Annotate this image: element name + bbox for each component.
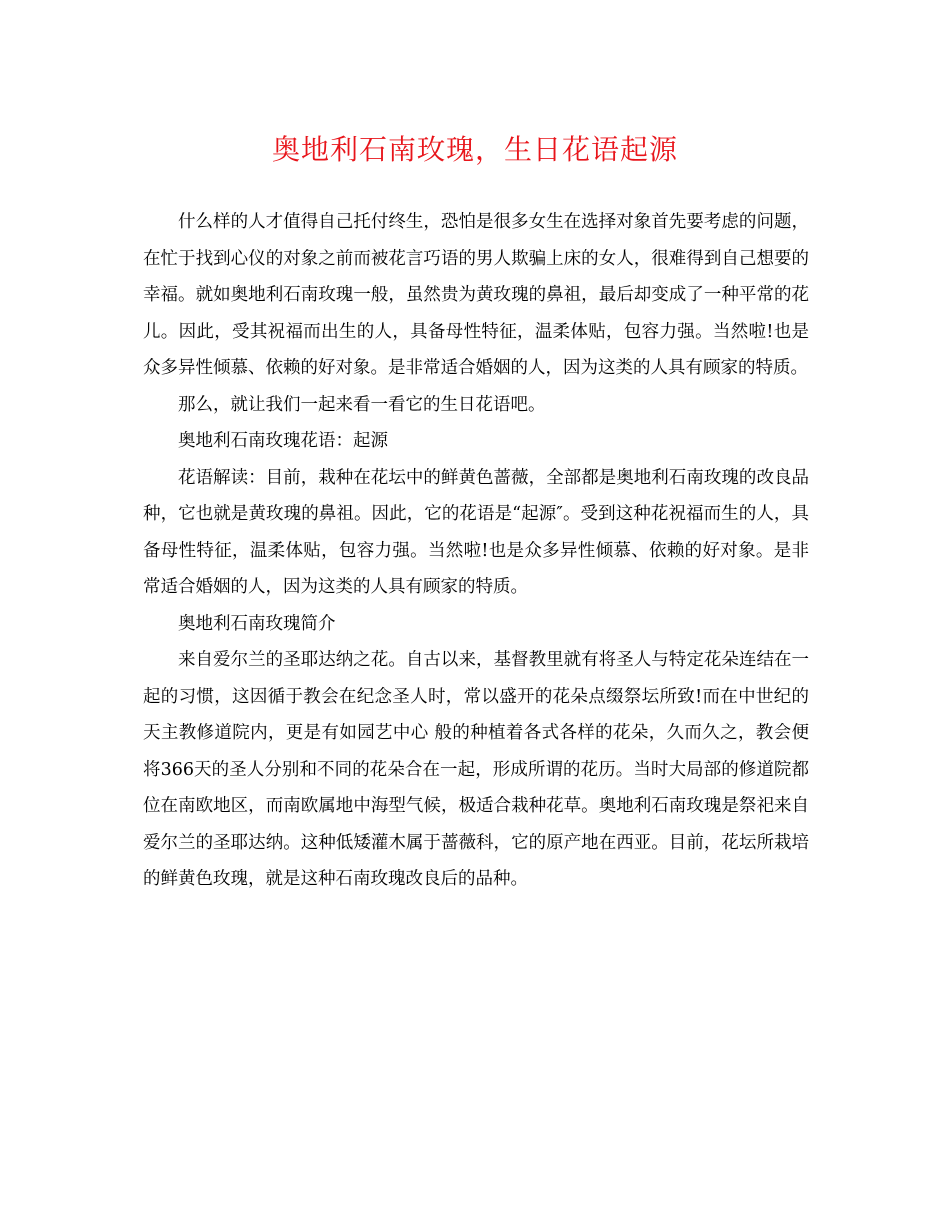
document-title: 奥地利石南玫瑰，生日花语起源	[271, 133, 678, 166]
paragraph-introduction-heading: 奥地利石南玫瑰简介	[178, 613, 336, 634]
paragraph-introduction-body: 来自爱尔兰的圣耶达纳之花。自古以来，基督教里就有将圣人与特定花朵连结在一起的习惯，这因循于教会在纪念圣人时，常以盛开的花朵点缀祭坛所致!而在中世纪的天主教修道院内，更是有如园艺中心 般的种植着各式各样的花朵，久而久之，教会便将366天的圣人分别和不同的花朵合在一起，形成所谓的花历。当时大局部的修道院都位在南欧地区，而南欧属地中海型气候，极适合栽种花草。奥地利石南玫瑰是祭祀来自爱尔兰的圣耶达纳。这种低矮灌木属于蔷薇科，它的原产地在西亚。目前，花坛所栽培的鲜黄色玫瑰，就是这种石南玫瑰改良后的品种。	[143, 650, 809, 889]
document-body	[143, 204, 809, 898]
paragraph-intro: 什么样的人才值得自己托付终生，恐怕是很多女生在选择对象首先要考虑的问题，在忙于找到心仪的对象之前而被花言巧语的男人欺骗上床的女人，很难得到自己想要的幸福。就如奥地利石南玫瑰一般，虽然贵为黄玫瑰的鼻祖，最后却变成了一种平常的花儿。因此，受其祝福而出生的人，具备母性特征，温柔体贴，包容力强。当然啦!也是众多异性倾慕、依赖的好对象。是非常适合婚姻的人，因为这类的人具有顾家的特质。	[143, 212, 809, 378]
paragraph-flower-language-heading: 奥地利石南玫瑰花语：起源	[178, 431, 388, 451]
paragraph-transition: 那么，就让我们一起来看一看它的生日花语吧。	[178, 394, 546, 415]
paragraph-flower-language-explanation: 花语解读：目前，栽种在花坛中的鲜黄色蔷薇，全部都是奥地利石南玫瑰的改良品种，它也就是黄玫瑰的鼻祖。因此，它的花语是“起源″。受到这种花祝福而生的人，具备母性特征，温柔体贴，包容力强。当然啦!也是众多异性倾慕、依赖的好对象。是非常适合婚姻的人，因为这类的人具有顾家的特质。	[143, 467, 809, 597]
